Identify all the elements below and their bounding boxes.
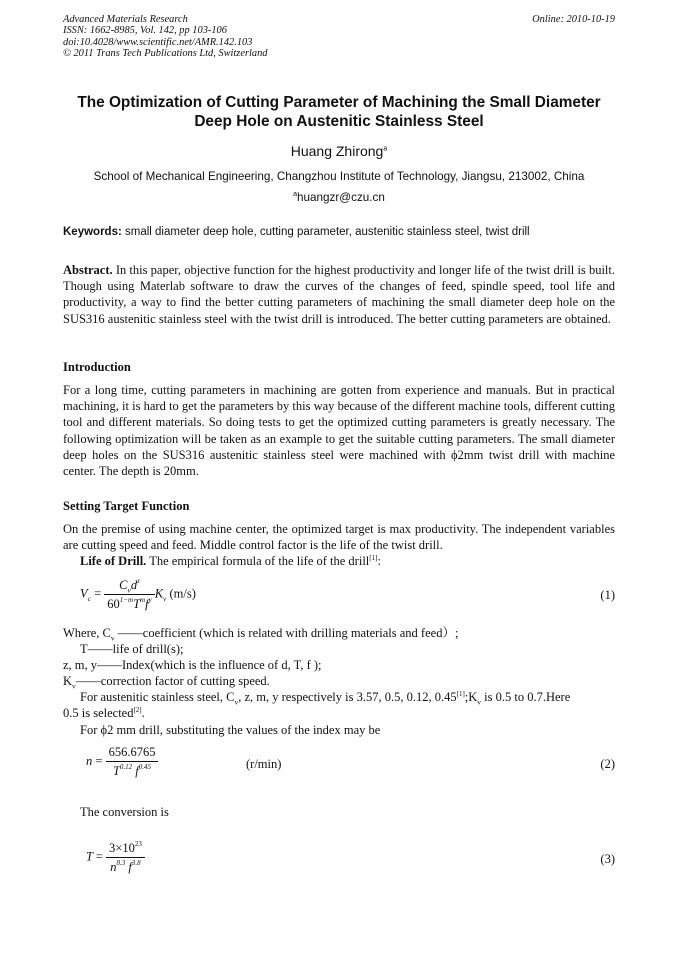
eq3-f-exp: 3.8 (131, 859, 141, 867)
eq2-f-exp: 0.45 (138, 763, 152, 771)
eq1-number: (1) (600, 588, 615, 602)
eq2-unit: (r/min) (246, 757, 282, 771)
where4-b: ——correction factor of cutting speed. (75, 674, 270, 688)
eq1-equals: = (94, 586, 102, 601)
eq3-fraction (106, 840, 145, 875)
aus-b: , z, m, y respectively is 3.57, 0.5, 0.12, 0.45 (238, 690, 457, 704)
eq2-t: T (112, 764, 120, 778)
target-heading: Setting Target Function (63, 499, 190, 513)
equation-2 (86, 745, 158, 779)
eq2-equals: = (95, 753, 103, 768)
affiliation: School of Mechanical Engineering, Changzhou Institute of Technology, Jiangsu, 213002, China (93, 170, 585, 183)
author-name: Huang Zhirong (290, 143, 384, 159)
eq1-f: f (145, 597, 149, 611)
doi: doi:10.4028/www.scientific.net/AMR.142.103 (63, 36, 253, 48)
eq3-lhs: T (86, 849, 93, 864)
austenitic-line-1 (63, 689, 615, 705)
copyright: © 2011 Trans Tech Publications Ltd, Switzerland (63, 48, 268, 60)
eq1-fraction (104, 577, 154, 612)
eq1-unit: (m/s) (169, 586, 196, 601)
substitution-line: For ϕ2 mm drill, substituting the values of the index may be (80, 723, 381, 737)
eq1-c-sub: v (127, 585, 131, 595)
eq2-t-exp: 0.12 (119, 763, 133, 771)
target-text: On the premise of using machine center, the optimized target is max productivity. The independent variables are cutting speed and feed. Middle control factor is the life of the twist drill. (63, 522, 615, 553)
aus-ref: [1] (456, 689, 465, 698)
where1-b: ——coefficient (which is related with drilling materials and feed）; (114, 626, 459, 640)
where-line-1 (63, 625, 615, 641)
intro-text: For a long time, cutting parameters in machining are gotten from experience and manuals. But in practical machining, it is hard to get the parameters by this way because of the different machine tools, different cutting tool and different materials. So doing tests to get the optimized cutting parameters is greatly necessary. The following optimization will be taken as an example to get the suitable cutting parameters. The small diameter deep holes on the SUS316 austenitic stainless steel were machined with ϕ2mm twist drill with machine center. The depth is 20mm. (63, 383, 615, 479)
aus-c: ;K (464, 690, 478, 704)
eq1-m: m (140, 596, 146, 604)
equation-1 (80, 577, 196, 612)
where4-a: K (63, 674, 73, 688)
eq2-denominator (106, 762, 159, 779)
aus-d: is 0.5 to 0.7.Here (481, 690, 571, 704)
aus-line2: 0.5 is selected (63, 706, 134, 720)
eq1-lhs: V (80, 586, 88, 601)
abstract-text: In this paper, objective function for the highest productivity and longer life of the twist drill is built. Though using Materlab software to draw the curves of the changes of feed, spindle speed, tool life and productivity, a way to find the better cutting parameters of machining the small diameter deep hole on the SUS316 austenitic stainless steel with the twist drill is introduced. The better cutting parameters are obtained. (63, 263, 616, 326)
title-line-2: Deep Hole on Austenitic Stainless Steel (194, 113, 484, 130)
life-ref: [1] (369, 553, 378, 562)
intro-heading: Introduction (63, 360, 131, 374)
email-address: huangzr@czu.cn (297, 191, 385, 204)
conversion-line: The conversion is (80, 805, 169, 819)
email (0, 191, 678, 204)
eq2-lhs: n (86, 753, 93, 768)
keywords (63, 226, 615, 238)
eq1-numerator (104, 577, 154, 595)
eq2-numerator: 656.6765 (106, 745, 159, 762)
eq1-d: d (130, 578, 138, 592)
life-end: : (377, 554, 381, 568)
eq1-k: K (154, 586, 164, 601)
eq1-y: y (148, 596, 152, 604)
keywords-text: small diameter deep hole, cutting parameter, austenitic stainless steel, twist drill (125, 226, 530, 238)
eq1-k-sub: v (163, 593, 167, 603)
where1-a: Where, C (63, 626, 111, 640)
paper-title (40, 93, 638, 131)
eq2-f: f (135, 764, 139, 778)
eq1-c: C (119, 578, 128, 592)
where1-sub: v (110, 633, 115, 643)
aus-end: . (141, 706, 145, 720)
header (63, 14, 615, 60)
abstract-label: Abstract. (63, 263, 113, 277)
eq3-n-exp: 8.3 (116, 859, 126, 867)
where4-sub: v (72, 681, 76, 691)
eq3-num: 3×10 (109, 841, 135, 855)
author (0, 143, 678, 159)
email-sup: a (293, 191, 297, 199)
aus-sub2: v (477, 697, 482, 707)
online-date: Online: 2010-10-19 (532, 14, 615, 25)
life-label: Life of Drill. (80, 554, 147, 568)
eq1-lhs-sub: c (87, 593, 91, 603)
eq1-t: T (133, 597, 141, 611)
life-line (63, 553, 615, 569)
eq1-denominator (104, 595, 154, 612)
eq3-equals: = (95, 849, 103, 864)
eq3-num-exp: 23 (134, 840, 142, 848)
eq3-numerator (106, 840, 145, 858)
eq1-60-exp: 1−m (119, 596, 134, 604)
eq3-number: (3) (600, 852, 615, 866)
aus-a: For austenitic stainless steel, C (80, 690, 235, 704)
eq3-n: n (110, 860, 117, 874)
eq2-number: (2) (600, 757, 615, 771)
where-line-2: T——life of drill(s); (80, 642, 184, 656)
life-text: The empirical formula of the life of the drill (146, 554, 370, 568)
eq1-z: z (137, 577, 140, 585)
aus-ref2: [2] (133, 705, 142, 714)
eq2-fraction (106, 745, 159, 779)
author-sup: a (383, 145, 388, 153)
title-line-1: The Optimization of Cutting Parameter of Machining the Small Diameter (77, 94, 601, 111)
eq3-f: f (128, 860, 132, 874)
journal-name: Advanced Materials Research (63, 14, 188, 25)
eq3-denominator (106, 858, 145, 875)
where-line-3: z, m, y——Index(which is the influence of d, T, f ); (63, 658, 322, 672)
eq1-60: 60 (107, 597, 120, 611)
aus-sub: v (234, 697, 239, 707)
where-line-4 (63, 673, 615, 689)
issn: ISSN: 1662-8985, Vol. 142, pp 103-106 (63, 25, 227, 37)
abstract (63, 262, 615, 327)
keywords-label: Keywords: (63, 226, 122, 238)
equation-3 (86, 840, 145, 875)
austenitic-line-2 (63, 705, 615, 721)
